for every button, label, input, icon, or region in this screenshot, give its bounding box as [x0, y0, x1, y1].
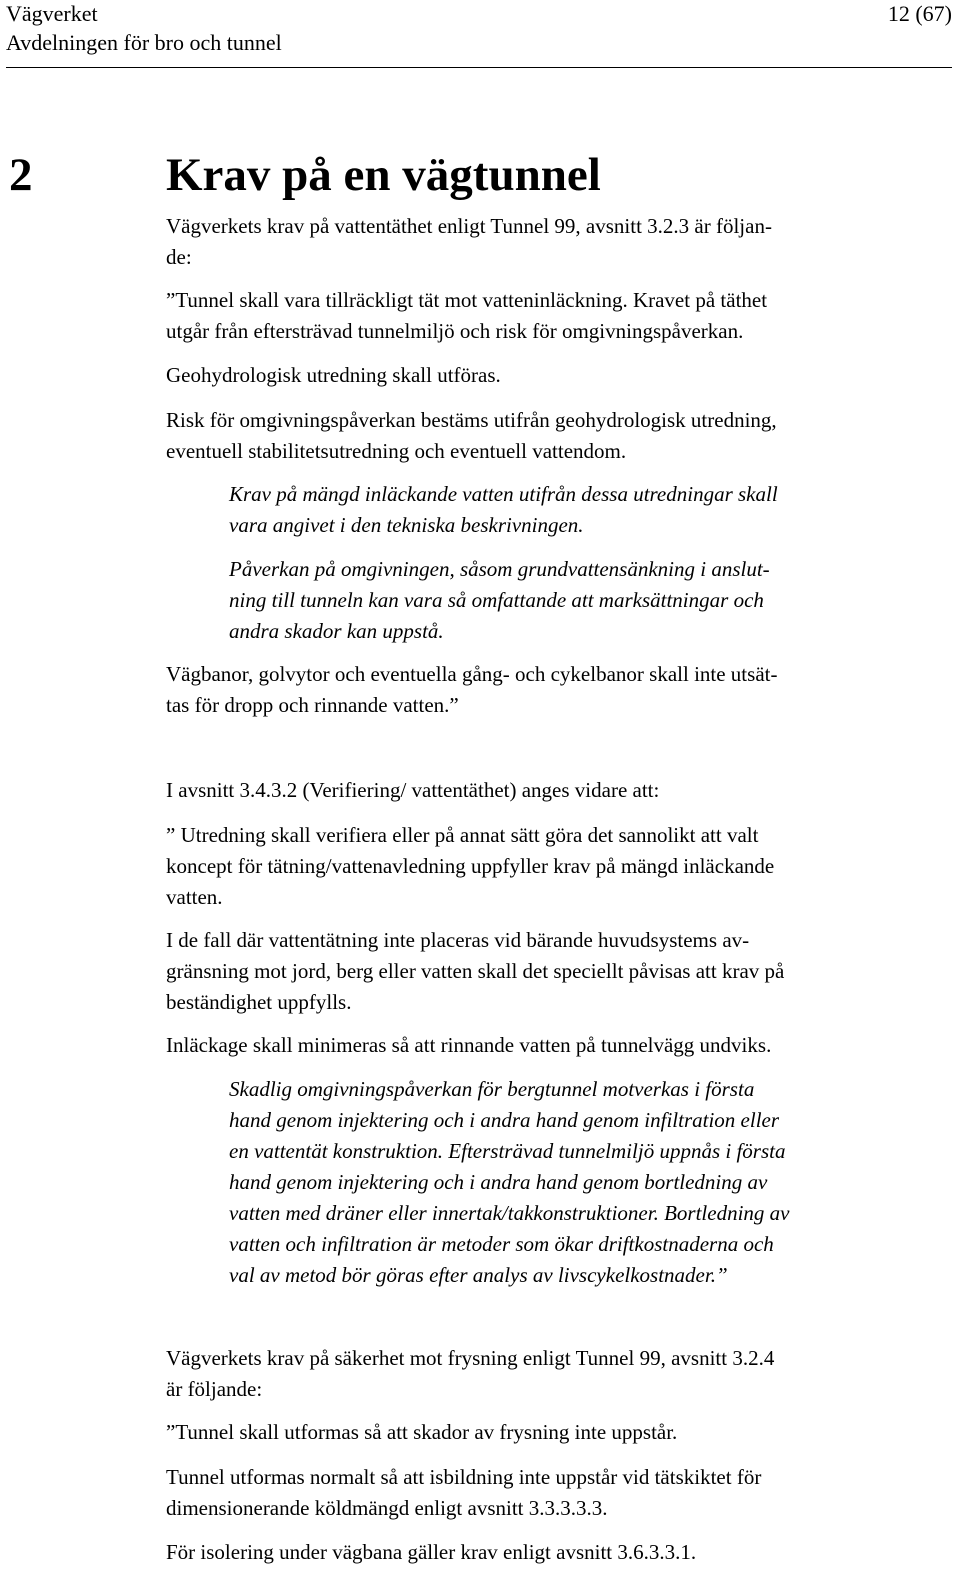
chapter-title: Krav på en vägtunnel [166, 149, 601, 201]
paragraph-isbildning: Tunnel utformas normalt så att isbildning inte uppstår vid tätskiktet för dimensionerande köldmängd enligt avsnitt 3.3.3.3.3. [166, 1465, 762, 1520]
paragraph-risk: Risk för omgivningspåverkan bestäms utifrån geohydrologisk utredning, eventuell stabilitetsutredning och eventuell vattendom. [166, 408, 777, 463]
paragraph-geohydro: Geohydrologisk utredning skall utföras. [166, 363, 501, 387]
paragraph-frysning: Vägverkets krav på säkerhet mot frysning enligt Tunnel 99, avsnitt 3.2.4 är följande: [166, 1346, 775, 1401]
paragraph-vagbanor: Vägbanor, golvytor och eventuella gång- och cykelbanor skall inte utsät- tas för dropp och rinnande vatten.” [166, 662, 778, 717]
chapter-number: 2 [9, 149, 33, 201]
header-department: Avdelningen för bro och tunnel [6, 30, 282, 55]
page-number: 12 (67) [887, 1, 952, 26]
paragraph-italic-krav: Krav på mängd inläckande vatten utifrån dessa utredningar skall vara angivet i den tekniska beskrivningen. [229, 482, 778, 537]
paragraph-avsnitt: I avsnitt 3.4.3.2 (Verifiering/ vattentäthet) anges vidare att: [166, 778, 660, 802]
paragraph-italic-paverkan: Påverkan på omgivningen, såsom grundvattensänkning i anslut- ning till tunneln kan vara så omfattande att marksättningar och andra skador kan uppstå. [229, 557, 770, 643]
paragraph-quote-start: ”Tunnel skall vara tillräckligt tät mot vatteninläckning. Kravet på täthet utgår från eftersträvad tunnelmiljö och risk för omgivningspåverkan. [166, 288, 768, 343]
paragraph-intro: Vägverkets krav på vattentäthet enligt Tunnel 99, avsnitt 3.2.3 är följan- de: [166, 214, 772, 269]
paragraph-italic-skadlig: Skadlig omgivningspåverkan för bergtunnel motverkas i första hand genom injektering och i andra hand genom infiltration eller en vattentät konstruktion. Eftersträvad tunnelmiljö uppnås i första hand genom injektering och i andra hand genom bortledning av vatten med dräner eller innertak/takkonstruktioner. Bortledning av vatten och infiltration är metoder som ökar driftkostnaderna och val av metod bör göras efter analys av livscykelkostnader.” [229, 1077, 790, 1287]
header-divider [6, 67, 952, 68]
paragraph-vattentatning: I de fall där vattentätning inte placeras vid bärande huvudsystems av- gränsning mot jord, berg eller vatten skall det speciellt påvisas att krav på beständighet uppfylls. [166, 928, 785, 1014]
paragraph-utredning: ” Utredning skall verifiera eller på annat sätt göra det sannolikt att valt koncept för tätning/vattenavledning uppfyller krav på mängd inläckande vatten. [166, 823, 775, 909]
paragraph-isolering: För isolering under vägbana gäller krav enligt avsnitt 3.6.3.3.1. [166, 1540, 697, 1564]
paragraph-inlackage: Inläckage skall minimeras så att rinnande vatten på tunnelvägg undviks. [166, 1033, 772, 1057]
header-org: Vägverket [6, 1, 98, 26]
paragraph-quote-frysning: ”Tunnel skall utformas så att skador av frysning inte uppstår. [166, 1420, 678, 1444]
